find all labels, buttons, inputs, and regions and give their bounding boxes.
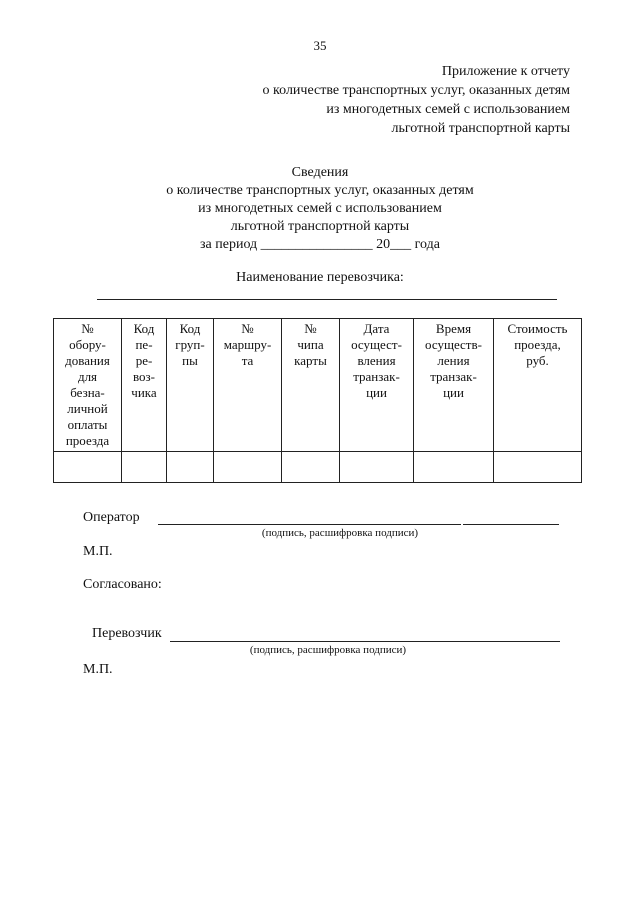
carrier-label: Перевозчик: [92, 626, 162, 641]
operator-signature-hint: (подпись, расшифровка подписи): [261, 527, 419, 539]
operator-signature-line[interactable]: [158, 524, 461, 525]
carrier-signature-hint: (подпись, расшифровка подписи): [249, 644, 407, 656]
table-row: [54, 452, 582, 483]
table-cell[interactable]: [167, 452, 214, 483]
table-cell[interactable]: [54, 452, 122, 483]
operator-label: Оператор: [83, 510, 140, 525]
table-cell[interactable]: [282, 452, 340, 483]
column-header-group-code: Код груп- пы: [167, 319, 214, 452]
agreed-label: Согласовано:: [83, 577, 162, 592]
table-cell[interactable]: [340, 452, 414, 483]
title-line: льготной транспортной карты: [230, 219, 410, 234]
title-line: Сведения: [291, 165, 349, 180]
appendix-line: льготной транспортной карты: [391, 121, 570, 136]
column-header-route-number: № маршру- та: [214, 319, 282, 452]
document-title: [0, 164, 640, 254]
column-header-transaction-time: Время осуществ- ления транзак- ции: [414, 319, 494, 452]
column-header-transaction-date: Дата осущест- вления транзак- ции: [340, 319, 414, 452]
carrier-name-line: [97, 299, 557, 300]
column-header-chip-number: № чипа карты: [282, 319, 340, 452]
title-line: о количестве транспортных услуг, оказанных детям: [166, 183, 474, 198]
appendix-line: из многодетных семей с использованием: [326, 102, 570, 117]
column-header-fare: Стоимость проезда, руб.: [494, 319, 582, 452]
carrier-signature-line[interactable]: [170, 641, 560, 642]
carrier-stamp-mark: М.П.: [83, 662, 113, 677]
operator-stamp-mark: М.П.: [83, 544, 113, 559]
page-number: 35: [313, 38, 327, 53]
carrier-name-label: Наименование перевозчика:: [236, 270, 404, 285]
column-header-carrier-code: Код пе- ре- воз- чика: [122, 319, 167, 452]
table-cell[interactable]: [214, 452, 282, 483]
table-cell[interactable]: [122, 452, 167, 483]
table-cell[interactable]: [494, 452, 582, 483]
table-header-row: [54, 319, 582, 452]
column-header-equipment: № обору- дования для безна- личной оплаты проезда: [54, 319, 122, 452]
title-period-line: за период ________________ 20___ года: [200, 237, 440, 252]
title-line: из многодетных семей с использованием: [198, 201, 442, 216]
operator-signature-line-extra[interactable]: [463, 524, 559, 525]
table-cell[interactable]: [414, 452, 494, 483]
appendix-line: Приложение к отчету: [441, 64, 570, 79]
appendix-line: о количестве транспортных услуг, оказанных детям: [262, 83, 570, 98]
transport-services-table: [53, 318, 582, 483]
appendix-note: [150, 62, 570, 138]
